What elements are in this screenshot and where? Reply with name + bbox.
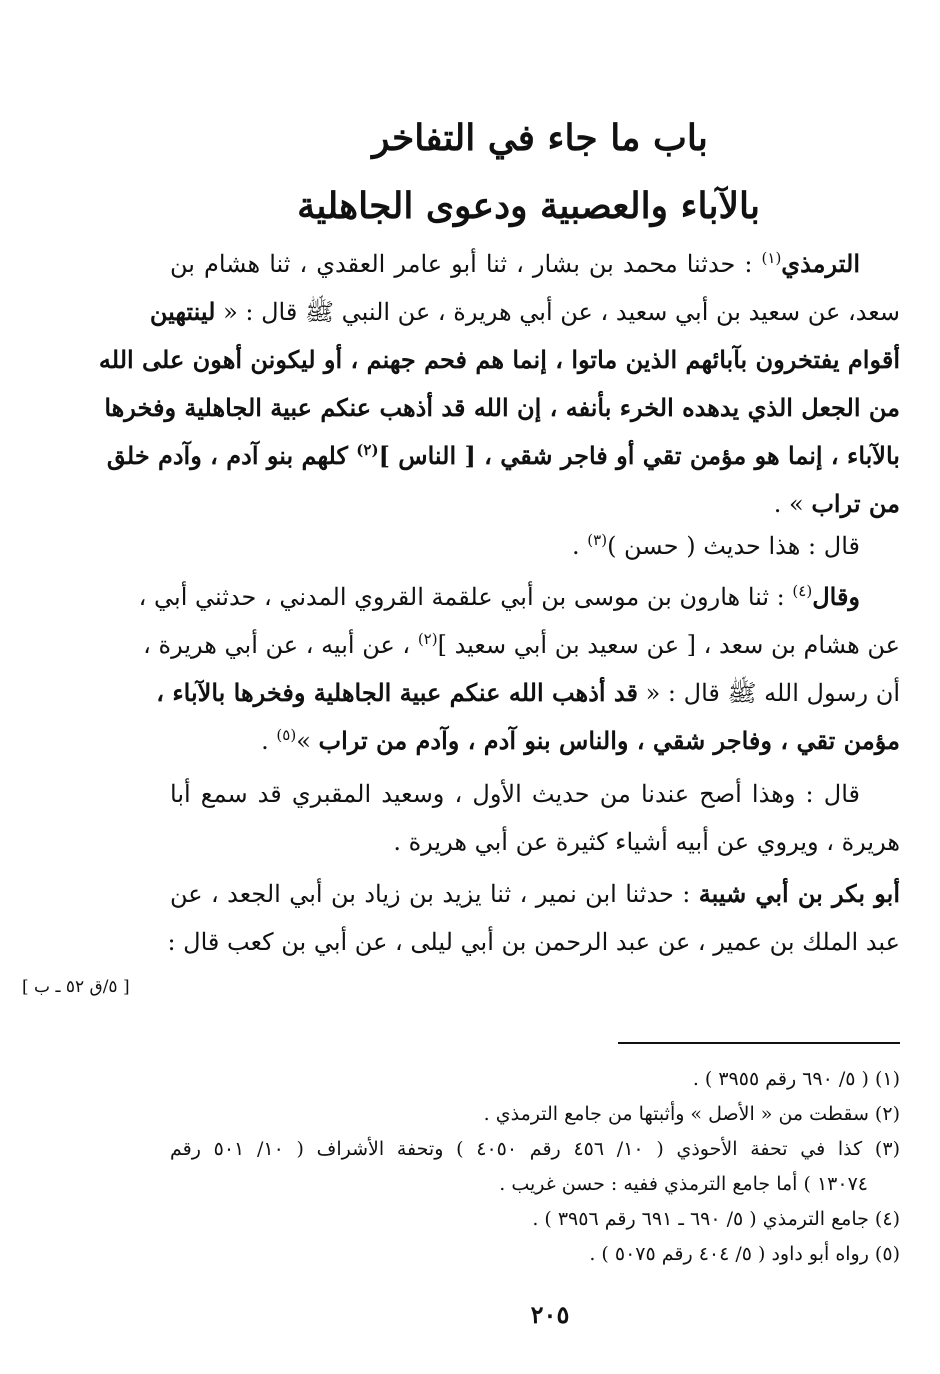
paragraph-grading xyxy=(170,524,900,572)
text-line xyxy=(143,623,900,671)
paragraph-second-chain xyxy=(138,575,900,767)
text-line xyxy=(170,719,900,767)
text-line xyxy=(138,575,900,623)
text-line xyxy=(170,524,900,572)
text-span: : ثنا هارون بن موسى بن أبي علقمة القروي المدني ، حدثني أبي ، xyxy=(138,583,793,611)
text-span: ، عن أبيه ، عن أبي هريرة ، xyxy=(143,631,418,659)
footnote-ref: (٤) xyxy=(792,582,813,600)
paragraph-tirmidhi xyxy=(98,242,900,530)
paragraph-ibn-abi-shayba xyxy=(167,872,900,1016)
source-name: وقال xyxy=(812,582,860,611)
footnote-1: (١) ( ٥/ ٦٩٠ رقم ٣٩٥٥ ) . xyxy=(692,1068,900,1090)
footnote-3-continued: ١٣٠٧٤ ) أما جامع الترمذي ففيه : حسن غريب . xyxy=(499,1173,868,1195)
footnote-ref: (٢) xyxy=(417,630,438,648)
hadith-text: قد أذهب الله عنكم عبية الجاهلية وفخرها بالآباء ، xyxy=(156,678,638,707)
footnote-5: (٥) رواه أبو داود ( ٥/ ٤٠٤ رقم ٥٠٧٥ ) . xyxy=(589,1243,900,1265)
source-name: أبو بكر بن أبي شيبة xyxy=(698,879,900,908)
footnote-4: (٤) جامع الترمذي ( ٥/ ٦٩٠ ـ ٦٩١ رقم ٣٩٥٦ ) . xyxy=(532,1208,900,1230)
hadith-line: من الجعل الذي يدهده الخرء بأنفه ، إن الله قد أذهب عنكم عبية الجاهلية وفخرها xyxy=(104,393,900,422)
text-span: . xyxy=(572,532,588,560)
source-name: الترمذي xyxy=(781,249,860,278)
text-line xyxy=(170,482,900,530)
chapter-title-line-1: باب ما جاء في التفاخر xyxy=(372,117,708,159)
footnote-ref: (٣) xyxy=(587,531,608,549)
text-line xyxy=(170,872,900,920)
paragraph-commentary xyxy=(170,772,900,868)
text-line xyxy=(149,290,900,338)
text-line xyxy=(156,671,900,719)
text-line xyxy=(170,242,900,290)
page-number: ٢٠٥ xyxy=(530,1300,570,1329)
text-line: قال : وهذا أصح عندنا من حديث الأول ، وسعيد المقبري قد سمع أبا xyxy=(170,780,860,808)
text-span: : حدثنا محمد بن بشار ، ثنا أبو عامر العقدي ، ثنا هشام بن xyxy=(170,250,762,278)
hadith-text: لينتهين xyxy=(149,297,216,326)
text-span: قال : هذا حديث ( حسن ) xyxy=(607,532,860,560)
text-span: » . xyxy=(773,490,812,518)
manuscript-folio-note: [ ٥/ق ٥٢ ـ ب ] xyxy=(22,977,130,997)
footnote-ref: (١) xyxy=(761,249,782,267)
hadith-text: مؤمن تقي ، وفاجر شقي ، والناس بنو آدم ، وآدم من تراب xyxy=(318,726,900,755)
text-span: عن هشام بن سعد ، [ عن سعيد بن أبي سعيد ] xyxy=(437,631,900,659)
text-span: » xyxy=(296,727,319,755)
footnote-2: (٢) سقطت من « الأصل » وأثبتها من جامع الترمذي . xyxy=(483,1103,900,1125)
hadith-line: أقوام يفتخرون بآبائهم الذين ماتوا ، إنما هم فحم جهنم ، أو ليكونن أهون على الله xyxy=(98,345,900,374)
text-span: . xyxy=(261,727,277,755)
hadith-text: من تراب xyxy=(811,489,900,518)
footnote-divider xyxy=(618,1042,900,1044)
hadith-text: كلهم بنو آدم ، وآدم خلق xyxy=(106,441,357,470)
hadith-text: بالآباء ، إنما هو مؤمن تقي أو فاجر شقي ، [ الناس ] xyxy=(378,441,900,470)
text-span: : حدثنا ابن نمير ، ثنا يزيد بن زياد بن أبي الجعد ، عن xyxy=(170,880,699,908)
text-line: هريرة ، ويروي عن أبيه أشياء كثيرة عن أبي هريرة . xyxy=(393,828,900,856)
chapter-title-line-2: بالآباء والعصبية ودعوى الجاهلية xyxy=(297,185,760,227)
footnote-ref: (٢) xyxy=(356,441,379,459)
footnote-ref: (٥) xyxy=(276,726,297,744)
text-span: سعد، عن سعيد بن أبي سعيد ، عن أبي هريرة ، عن النبي ﷺ قال : « xyxy=(215,298,900,326)
footnote-3: (٣) كذا في تحفة الأحوذي ( ١٠/ ٤٥٦ رقم ٤٠٥٠ ) وتحفة الأشراف ( ١٠/ ٥٠١ رقم xyxy=(170,1138,900,1160)
text-span: أن رسول الله ﷺ قال : « xyxy=(637,679,900,707)
footnotes xyxy=(170,1062,900,1272)
hadith-line xyxy=(170,968,900,1016)
text-line xyxy=(106,434,900,482)
text-line: عبد الملك بن عمير ، عن عبد الرحمن بن أبي ليلى ، عن أبي بن كعب قال : xyxy=(167,928,900,956)
